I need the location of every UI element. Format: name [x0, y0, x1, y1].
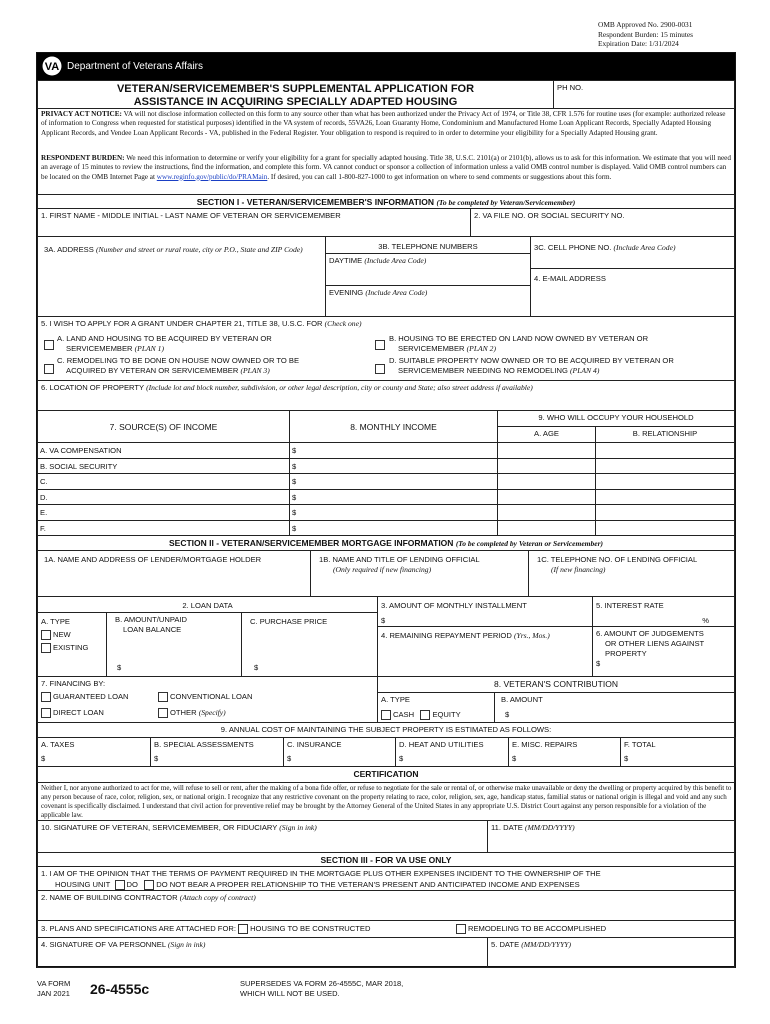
- new-option[interactable]: [41, 630, 103, 640]
- contribution-amount-field[interactable]: [494, 692, 735, 723]
- income-source-label: A. VA COMPENSATION: [40, 446, 122, 455]
- annual-cost-label: C. INSURANCE: [287, 740, 342, 749]
- form-date: JAN 2021: [37, 989, 70, 998]
- do-not-option[interactable]: [144, 880, 579, 889]
- respondent-burden: Respondent Burden: 15 minutes: [598, 29, 694, 39]
- va-date-label: 5. DATE: [491, 940, 520, 949]
- dollar-sign: $: [154, 754, 159, 763]
- housing-option[interactable]: [238, 924, 370, 933]
- lending-official-phone-label: 1C. TELEPHONE NO. OF LENDING OFFICIAL: [537, 555, 698, 564]
- title-line-2: ASSISTANCE IN ACQUIRING SPECIALLY ADAPTED HOUSING: [133, 96, 458, 108]
- plans-group: [37, 920, 735, 938]
- ph-no-label: PH NO.: [557, 83, 584, 92]
- cell-phone-field[interactable]: [530, 236, 735, 269]
- va-date-field[interactable]: [487, 937, 735, 968]
- contribution-amount-label: B. AMOUNT: [501, 695, 543, 704]
- existing-checkbox[interactable]: [41, 643, 51, 653]
- ph-no-field[interactable]: [553, 80, 735, 109]
- pra-link[interactable]: www.reginfo.gov/public/do/PRAMain: [156, 172, 268, 181]
- evening-phone-field[interactable]: [325, 285, 531, 317]
- income-source-label: E.: [40, 508, 48, 517]
- direct-loan-checkbox[interactable]: [41, 708, 51, 718]
- conventional-loan-option[interactable]: [158, 692, 252, 702]
- loan-data-label: 2. LOAN DATA: [182, 601, 233, 610]
- section-3-header: [37, 852, 735, 867]
- contribution-type-group: [377, 692, 495, 723]
- relationship-cell[interactable]: [595, 520, 735, 537]
- veteran-date-note: (MM/DD/YYYY): [524, 823, 575, 832]
- interest-rate-label: 5. INTEREST RATE: [596, 601, 664, 610]
- dollar-sign: $: [505, 710, 510, 719]
- annual-cost-cell[interactable]: [620, 737, 736, 767]
- plan-1-tag: (PLAN 1): [134, 344, 164, 353]
- cell-phone-label: 3C. CELL PHONE NO.: [534, 243, 612, 252]
- income-source-label: 7. SOURCE(S) OF INCOME: [109, 422, 218, 432]
- evening-note: (Include Area Code): [365, 288, 428, 297]
- do-option[interactable]: [115, 880, 138, 889]
- income-source-cell: [37, 520, 290, 537]
- existing-label: EXISTING: [53, 643, 89, 652]
- annual-cost-label: A. TAXES: [41, 740, 75, 749]
- dollar-sign: $: [399, 754, 404, 763]
- judgements-label: 6. AMOUNT OF JUDGEMENTS: [596, 629, 704, 638]
- section-1-header: [37, 194, 735, 209]
- name-label: 1. FIRST NAME - MIDDLE INITIAL - LAST NAME OF VETERAN OR SERVICEMEMBER: [41, 211, 341, 220]
- loan-balance-label-2: LOAN BALANCE: [123, 625, 182, 634]
- plan-1-text: A. LAND AND HOUSING TO BE ACQUIRED BY VETERAN OR: [57, 334, 272, 343]
- lender-field[interactable]: [37, 550, 311, 597]
- opinion-text: 1. I AM OF THE OPINION THAT THE TERMS OF PAYMENT REQUIRED IN THE MORTGAGE PLUS OTHER EXPENSES INCIDENT TO THE OWNERSHIP OF THE: [41, 869, 601, 878]
- omb-number: OMB Approved No. 2900-0031: [598, 20, 693, 29]
- va-form-label: VA FORM: [37, 979, 71, 988]
- equity-label: EQUITY: [432, 710, 461, 719]
- contractor-label: 2. NAME OF BUILDING CONTRACTOR: [41, 893, 178, 902]
- plan-4-text: D. SUITABLE PROPERTY NOW OWNED OR TO BE ACQUIRED BY VETERAN OR: [389, 356, 674, 365]
- direct-loan-option[interactable]: [41, 708, 104, 718]
- age-cell[interactable]: [497, 473, 596, 490]
- relationship-header: [595, 426, 735, 443]
- lending-official-note: (Only required if new financing): [333, 565, 432, 574]
- judgements-label-2: OR OTHER LIENS AGAINST: [605, 639, 705, 648]
- plan-2-text: B. HOUSING TO BE ERECTED ON LAND NOW OWNED BY VETERAN OR: [389, 334, 649, 343]
- property-location-note: (Include lot and block number, subdivision, or other legal description, city or county and State; also street address if available): [146, 383, 533, 392]
- section-1-title: SECTION I - VETERAN/SERVICEMEMBER'S INFORMATION: [196, 197, 435, 207]
- loan-balance-field[interactable]: [106, 612, 242, 677]
- plan-4-text-2: SERVICEMEMBER NEEDING NO REMODELING: [398, 366, 568, 375]
- plan-1-text-2: SERVICEMEMBER: [66, 344, 133, 353]
- do-not-label: DO NOT BEAR A PROPER RELATIONSHIP TO THE VETERAN'S PRESENT AND ANTICIPATED INCOME AND EXPENSES: [156, 880, 580, 889]
- plans-label: 3. PLANS AND SPECIFICATIONS ARE ATTACHED FOR:: [41, 924, 236, 933]
- other-financing-checkbox[interactable]: [158, 708, 168, 718]
- veteran-date-field[interactable]: [487, 820, 735, 853]
- evening-label: EVENING: [329, 288, 364, 297]
- relationship-cell[interactable]: [595, 442, 735, 459]
- existing-option[interactable]: [41, 643, 103, 653]
- address-field[interactable]: [37, 236, 326, 317]
- new-label: NEW: [53, 630, 71, 639]
- supersedes-note: [240, 979, 403, 999]
- grant-note: (Check one): [324, 319, 362, 328]
- lending-official-phone-note: (If new financing): [551, 565, 606, 574]
- privacy-label: PRIVACY ACT NOTICE:: [41, 110, 122, 118]
- income-source-cell: [37, 473, 290, 490]
- dollar-sign: $: [292, 508, 297, 517]
- conventional-loan-checkbox[interactable]: [158, 692, 168, 702]
- plan-1-checkbox[interactable]: [44, 340, 54, 350]
- do-not-checkbox[interactable]: [144, 880, 154, 890]
- va-file-no-label: 2. VA FILE NO. OR SOCIAL SECURITY NO.: [474, 211, 625, 220]
- repayment-period-label: 4. REMAINING REPAYMENT PERIOD: [381, 631, 512, 640]
- household-label: 9. WHO WILL OCCUPY YOUR HOUSEHOLD: [538, 413, 694, 422]
- burden-text-2: . If desired, you can call 1-800-827-1000 to get information on where to send comments or suggestions about this form.: [267, 172, 612, 181]
- income-source-cell: [37, 442, 290, 459]
- va-signature-label: 4. SIGNATURE OF VA PERSONNEL: [41, 940, 166, 949]
- dollar-sign: $: [596, 659, 601, 668]
- monthly-installment-field[interactable]: [377, 596, 593, 627]
- interest-rate-field[interactable]: [592, 596, 735, 627]
- form-id: [37, 979, 70, 999]
- expiration-date: Expiration Date: 1/31/2024: [598, 39, 679, 48]
- plan-2-checkbox[interactable]: [375, 340, 385, 350]
- do-checkbox[interactable]: [115, 880, 125, 890]
- judgements-field[interactable]: [592, 626, 735, 677]
- dollar-sign: $: [292, 461, 297, 471]
- va-signature-note: (Sign in ink): [167, 940, 206, 949]
- age-cell[interactable]: [497, 504, 596, 521]
- other-financing-label: OTHER: [170, 708, 197, 717]
- plan-2-label: [389, 334, 648, 354]
- plan-2-text-2: SERVICEMEMBER: [398, 344, 465, 353]
- veteran-signature-field[interactable]: [37, 820, 488, 853]
- section-2-title: SECTION II - VETERAN/SERVICEMEMBER MORTGAGE INFORMATION: [168, 538, 454, 548]
- age-header: [497, 426, 596, 443]
- housing-checkbox[interactable]: [238, 924, 248, 934]
- income-source-cell: [37, 504, 290, 521]
- plan-3-text: C. REMODELING TO BE DONE ON HOUSE NOW OWNED OR TO BE: [57, 356, 300, 365]
- monthly-income-cell[interactable]: [289, 442, 498, 459]
- supersedes-line-2: WHICH WILL NOT BE USED.: [240, 989, 340, 998]
- monthly-income-cell[interactable]: [289, 458, 498, 475]
- va-file-no-field[interactable]: [470, 208, 735, 237]
- monthly-income-header: [289, 410, 498, 443]
- monthly-income-label: 8. MONTHLY INCOME: [350, 422, 437, 432]
- annual-cost-cell[interactable]: [150, 737, 284, 767]
- conventional-loan-label: CONVENTIONAL LOAN: [170, 692, 253, 701]
- annual-cost-label: B. SPECIAL ASSESSMENTS: [154, 740, 254, 749]
- equity-option[interactable]: [420, 710, 460, 719]
- plan-4-label: [389, 356, 674, 376]
- relationship-cell[interactable]: [595, 458, 735, 475]
- opinion-group: [37, 866, 735, 891]
- age-cell[interactable]: [497, 458, 596, 475]
- lending-official-label: 1B. NAME AND TITLE OF LENDING OFFICIAL: [319, 555, 480, 564]
- name-field[interactable]: [37, 208, 471, 237]
- agency-header: [37, 53, 735, 80]
- privacy-act-notice: [41, 110, 731, 138]
- contribution-label: 8. VETERAN'S CONTRIBUTION: [494, 679, 618, 689]
- guaranteed-loan-checkbox[interactable]: [41, 692, 51, 702]
- financing-label: 7. FINANCING BY:: [41, 679, 106, 688]
- guaranteed-loan-option[interactable]: [41, 692, 129, 702]
- monthly-income-cell[interactable]: [289, 489, 498, 506]
- contribution-type-label: A. TYPE: [381, 695, 410, 704]
- certification-text: Neither I, nor anyone authorized to act for me, will refuse to sell or rent, after the making of a bona fide offer, or refuse to negotiate for the sale or rental of, or otherwise make unavailable or deny the dwelling or property acquired by this benefit to any person because of race, color, religion, sex, or national origin. I recognize that any restrictive covenant on the property relating to race, color, religion, sex, age, handicap status, familial status or national origin is illegal and void and any such covenant is specifically disclaimed. I understand that civil action for preventive relief may be brought by the Attorney General of the United States in any appropriate U.S. District Court against any person responsible for a violation of the applicable law.: [41, 784, 732, 819]
- age-cell[interactable]: [497, 489, 596, 506]
- loan-data-header: [37, 596, 378, 613]
- cash-checkbox[interactable]: [381, 710, 391, 720]
- income-source-cell: [37, 489, 290, 506]
- relationship-cell[interactable]: [595, 473, 735, 490]
- loan-type-label: A. TYPE: [41, 617, 70, 626]
- section-2-header: [37, 535, 735, 551]
- annual-cost-header: [37, 722, 735, 738]
- monthly-income-cell[interactable]: [289, 504, 498, 521]
- relationship-cell[interactable]: [595, 489, 735, 506]
- va-date-note: (MM/DD/YYYY): [521, 940, 572, 949]
- loan-balance-label: B. AMOUNT/UNPAID: [115, 615, 188, 624]
- dollar-sign: $: [292, 523, 297, 533]
- omb-info: [598, 20, 693, 49]
- title-line-1: VETERAN/SERVICEMEMBER'S SUPPLEMENTAL APPLICATION FOR: [116, 83, 475, 95]
- household-header: [497, 410, 735, 427]
- purchase-price-field[interactable]: [241, 612, 378, 677]
- remodeling-option[interactable]: [456, 924, 606, 934]
- annual-cost-cell[interactable]: [37, 737, 151, 767]
- annual-cost-cell[interactable]: [395, 737, 509, 767]
- plan-4-tag: (PLAN 4): [570, 366, 600, 375]
- dollar-sign: $: [292, 492, 297, 502]
- dollar-sign: $: [292, 446, 297, 455]
- income-source-label: C.: [40, 477, 48, 486]
- plan-2-tag: (PLAN 2): [466, 344, 496, 353]
- lending-official-field[interactable]: [310, 550, 529, 597]
- daytime-note: (Include Area Code): [364, 256, 427, 265]
- annual-cost-cell[interactable]: [283, 737, 396, 767]
- lending-official-phone-field[interactable]: [528, 550, 735, 597]
- dollar-sign: $: [41, 754, 46, 763]
- dollar-sign: $: [117, 663, 122, 672]
- veteran-signature-note: (Sign in ink): [279, 823, 317, 832]
- form-number: 26-4555c: [90, 981, 150, 997]
- veteran-date-label: 11. DATE: [491, 823, 523, 832]
- contribution-header: [377, 676, 735, 693]
- privacy-text: VA will not disclose information collected on this form to any source other than what has been authorized under the Privacy Act of 1974, or Title 38, CFR 1.576 for routine uses (for example: authorized release of information to Congress when requested for statistical purposes) identified in the VA system of records, 55VA26, Loan Guaranty Home, Condominium and Manufactured Home Loan Applicant Records, Specially Adapted Housing Applicant Records, and Vendee Loan Applicant Records - VA, published in the Federal Register. Your obligation to respond is required to in order to determine your eligibility for a Specially Adapted Housing grant.: [41, 110, 726, 137]
- income-source-cell: [37, 458, 290, 475]
- property-location-label: 6. LOCATION OF PROPERTY: [41, 383, 144, 392]
- cell-phone-note: (Include Area Code): [613, 243, 676, 252]
- certification-header: [37, 766, 735, 783]
- dollar-sign: $: [512, 754, 517, 763]
- svg-text:VA: VA: [44, 61, 60, 73]
- direct-loan-label: DIRECT LOAN: [53, 708, 104, 717]
- burden-label: RESPONDENT BURDEN:: [41, 154, 125, 162]
- plan-4-checkbox[interactable]: [375, 364, 385, 374]
- purchase-price-label: C. PURCHASE PRICE: [250, 617, 328, 626]
- contractor-note: (Attach copy of contract): [179, 893, 256, 902]
- monthly-installment-label: 3. AMOUNT OF MONTHLY INSTALLMENT: [381, 601, 527, 610]
- financing-group: [37, 676, 378, 723]
- veteran-signature-label: 10. SIGNATURE OF VETERAN, SERVICEMEMBER, OR FIDUCIARY: [41, 823, 278, 832]
- plan-1-label: [57, 334, 272, 354]
- other-financing-note: (Specify): [198, 708, 226, 717]
- telephone-header: [325, 236, 531, 254]
- respondent-burden-notice: [41, 154, 731, 182]
- address-note: (Number and street or rural route, city or P.O., State and ZIP Code): [95, 245, 303, 254]
- percent-sign: %: [702, 616, 709, 625]
- va-seal-icon: [41, 56, 63, 76]
- supersedes-line-1: SUPERSEDES VA FORM 26-4555C, MAR 2018,: [240, 979, 404, 988]
- plan-3-tag: (PLAN 3): [240, 366, 270, 375]
- dollar-sign: $: [624, 754, 629, 763]
- dollar-sign: $: [381, 616, 386, 625]
- new-checkbox[interactable]: [41, 630, 51, 640]
- annual-cost-label: F. TOTAL: [624, 740, 656, 749]
- monthly-income-cell[interactable]: [289, 473, 498, 490]
- dollar-sign: $: [287, 754, 292, 763]
- plan-3-label: [57, 356, 299, 376]
- housing-unit-label: HOUSING UNIT: [55, 880, 111, 889]
- monthly-income-cell[interactable]: [289, 520, 498, 537]
- cash-option[interactable]: [381, 710, 414, 719]
- section-3-title: SECTION III - FOR VA USE ONLY: [320, 855, 452, 865]
- remodeling-checkbox[interactable]: [456, 924, 466, 934]
- burden-text: We need this information to determine or verify your eligibility for a grant for specially adapted housing. Title 38, U.S.C. 2101(a) or 2101(b), allows us to ask for this information. We estimate that you will need an average of 15 minutes to review the instructions, find the information, and complete this form. VA cannot conduct or sponsor a collection of information unless a valid OMB control number is displayed. Valid OMB control numbers can be located on the OMB Internet Page at: [41, 154, 731, 181]
- income-source-header: [37, 410, 290, 443]
- loan-type-group: [37, 612, 107, 677]
- email-label: 4. E-MAIL ADDRESS: [534, 274, 606, 283]
- grant-question: 5. I WISH TO APPLY FOR A GRANT UNDER CHAPTER 21, TITLE 38, U.S.C. FOR: [41, 319, 323, 328]
- contractor-field[interactable]: [37, 890, 735, 921]
- section-2-note: (To be completed by Veteran or Servicemember): [455, 539, 603, 548]
- guaranteed-loan-label: GUARANTEED LOAN: [53, 692, 129, 701]
- income-source-label: F.: [40, 523, 46, 533]
- plan-3-text-2: ACQUIRED BY VETERAN OR SERVICEMEMBER: [66, 366, 239, 375]
- annual-cost-label: 9. ANNUAL COST OF MAINTAINING THE SUBJECT PROPERTY IS ESTIMATED AS FOLLOWS:: [220, 725, 552, 734]
- agency-name: Department of Veterans Affairs: [67, 61, 204, 72]
- annual-cost-label: D. HEAT AND UTILITIES: [399, 740, 484, 749]
- age-label: A. AGE: [534, 429, 559, 438]
- remodeling-label: REMODELING TO BE ACCOMPLISHED: [468, 924, 607, 933]
- daytime-phone-field[interactable]: [325, 253, 531, 286]
- dollar-sign: $: [292, 477, 297, 486]
- annual-cost-label: E. MISC. REPAIRS: [512, 740, 578, 749]
- annual-cost-cell[interactable]: [508, 737, 621, 767]
- email-field[interactable]: [530, 268, 735, 317]
- certification-title: CERTIFICATION: [353, 769, 419, 779]
- other-financing-option[interactable]: [158, 708, 226, 718]
- repayment-period-field[interactable]: [377, 626, 593, 677]
- housing-label: HOUSING TO BE CONSTRUCTED: [250, 924, 371, 933]
- income-source-label: D.: [40, 492, 48, 502]
- address-label: 3A. ADDRESS: [44, 245, 94, 254]
- judgements-label-3: PROPERTY: [605, 649, 647, 658]
- plan-3-checkbox[interactable]: [44, 364, 54, 374]
- telephone-label: 3B. TELEPHONE NUMBERS: [378, 242, 478, 251]
- lender-label: 1A. NAME AND ADDRESS OF LENDER/MORTGAGE HOLDER: [44, 555, 262, 564]
- cash-label: CASH: [393, 710, 415, 719]
- relationship-cell[interactable]: [595, 504, 735, 521]
- equity-checkbox[interactable]: [420, 710, 430, 720]
- dollar-sign: $: [254, 663, 259, 672]
- income-source-label: B. SOCIAL SECURITY: [40, 461, 118, 471]
- age-cell[interactable]: [497, 442, 596, 459]
- relationship-label: B. RELATIONSHIP: [632, 429, 698, 438]
- va-signature-field[interactable]: [37, 937, 488, 968]
- form-title: [37, 80, 554, 109]
- property-location-field[interactable]: [37, 380, 735, 411]
- repayment-period-note: (Yrs., Mos.): [513, 631, 550, 640]
- age-cell[interactable]: [497, 520, 596, 537]
- daytime-label: DAYTIME: [329, 256, 363, 265]
- section-1-note: (To be completed by Veteran/Servicemember): [436, 198, 576, 207]
- do-label: DO: [126, 880, 138, 889]
